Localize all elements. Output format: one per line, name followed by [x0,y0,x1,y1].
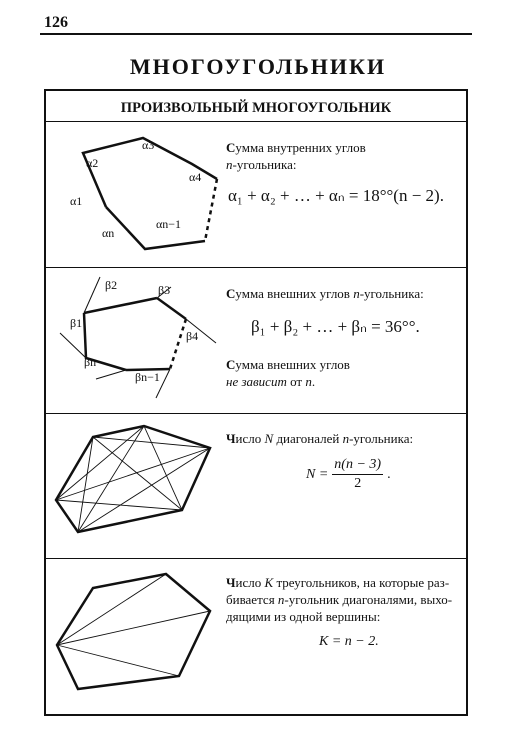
triangles-count-formula: K = n − 2. [319,634,379,649]
caption-text: дящими из одной вершины: [226,609,381,624]
caption-text: бивается [226,592,278,607]
caption-emphasis: не зависит [226,374,287,389]
panel3-caption [226,430,461,447]
angle-label-a2: α2 [86,156,99,170]
panel-diagonals [46,413,466,559]
caption-text: от [286,374,306,389]
section-header: ПРОИЗВОЛЬНЫЙ МНОГОУГОЛЬНИК [46,91,466,122]
angle-label-b2: β2 [105,278,118,292]
angle-label-a4: α4 [189,170,202,184]
formula-numerator: n(n − 3) [332,457,383,475]
caption-initial: С [226,140,236,155]
page-number: 126 [44,14,68,31]
angle-label-b4: β4 [186,329,199,343]
angle-label-b3: β3 [158,283,171,297]
caption-variable: n [353,286,360,301]
formula-period: . [387,466,391,482]
caption-text: -угольника: [232,157,297,172]
caption-variable: n [305,374,312,389]
caption-variable: n [277,592,285,607]
panel2-caption-2 [226,356,461,390]
interior-angle-sum-formula: α₁ + α₂ + … + αₙ = 18°°(n − 2). [228,186,444,205]
panel-exterior-angles [46,267,466,414]
caption-text: -угольника: [359,286,424,301]
polygon-interior-angles-figure [46,122,226,267]
caption-variable: n [342,431,350,446]
angle-label-an-1: αn−1 [156,217,182,231]
caption-text: исло [235,575,265,590]
caption-text: . [311,374,316,389]
angle-label-a3: α3 [142,138,155,152]
header-rule [40,33,472,35]
polygon-triangulation-figure [46,558,226,714]
panel-triangulation [46,558,466,714]
caption-initial: Ч [226,575,236,590]
panel4-caption [226,574,464,625]
formula-fraction [332,457,383,492]
polygon-diagonals-figure [46,413,226,558]
angle-label-a1: α1 [70,194,83,208]
diagonals-formula [306,457,391,492]
caption-initial: С [226,357,236,372]
exterior-angle-sum-formula: β₁ + β₂ + … + βₙ = 36°°. [251,317,420,336]
angle-label-b1: β1 [70,316,83,330]
panel-interior-angles [46,122,466,268]
angle-label-an: αn [102,226,115,240]
formula-lhs: N = [306,466,329,482]
caption-text: треугольников, на которые раз- [273,575,450,590]
caption-text: -угольника: [349,431,414,446]
caption-text: умма внешних углов [235,357,350,372]
angle-label-bn: βn [84,355,97,369]
caption-text: исло [235,431,265,446]
panel2-caption-1 [226,285,461,302]
caption-initial: Ч [226,431,236,446]
caption-variable: K [264,575,274,590]
content-frame [44,89,468,716]
caption-text: умма внешних углов [235,286,354,301]
angle-label-bn-1: βn−1 [135,370,160,384]
caption-text: диагоналей [273,431,343,446]
polygon-exterior-angles-figure [46,267,226,413]
formula-denominator: 2 [354,476,362,491]
caption-variable: n [226,157,233,172]
page-title: МНОГОУГОЛЬНИКИ [129,54,387,79]
caption-variable: N [264,431,274,446]
caption-text: умма внутренних углов [235,140,366,155]
caption-initial: С [226,286,236,301]
panel1-caption [226,139,461,173]
caption-text: -угольник диагоналями, выхо- [284,592,453,607]
